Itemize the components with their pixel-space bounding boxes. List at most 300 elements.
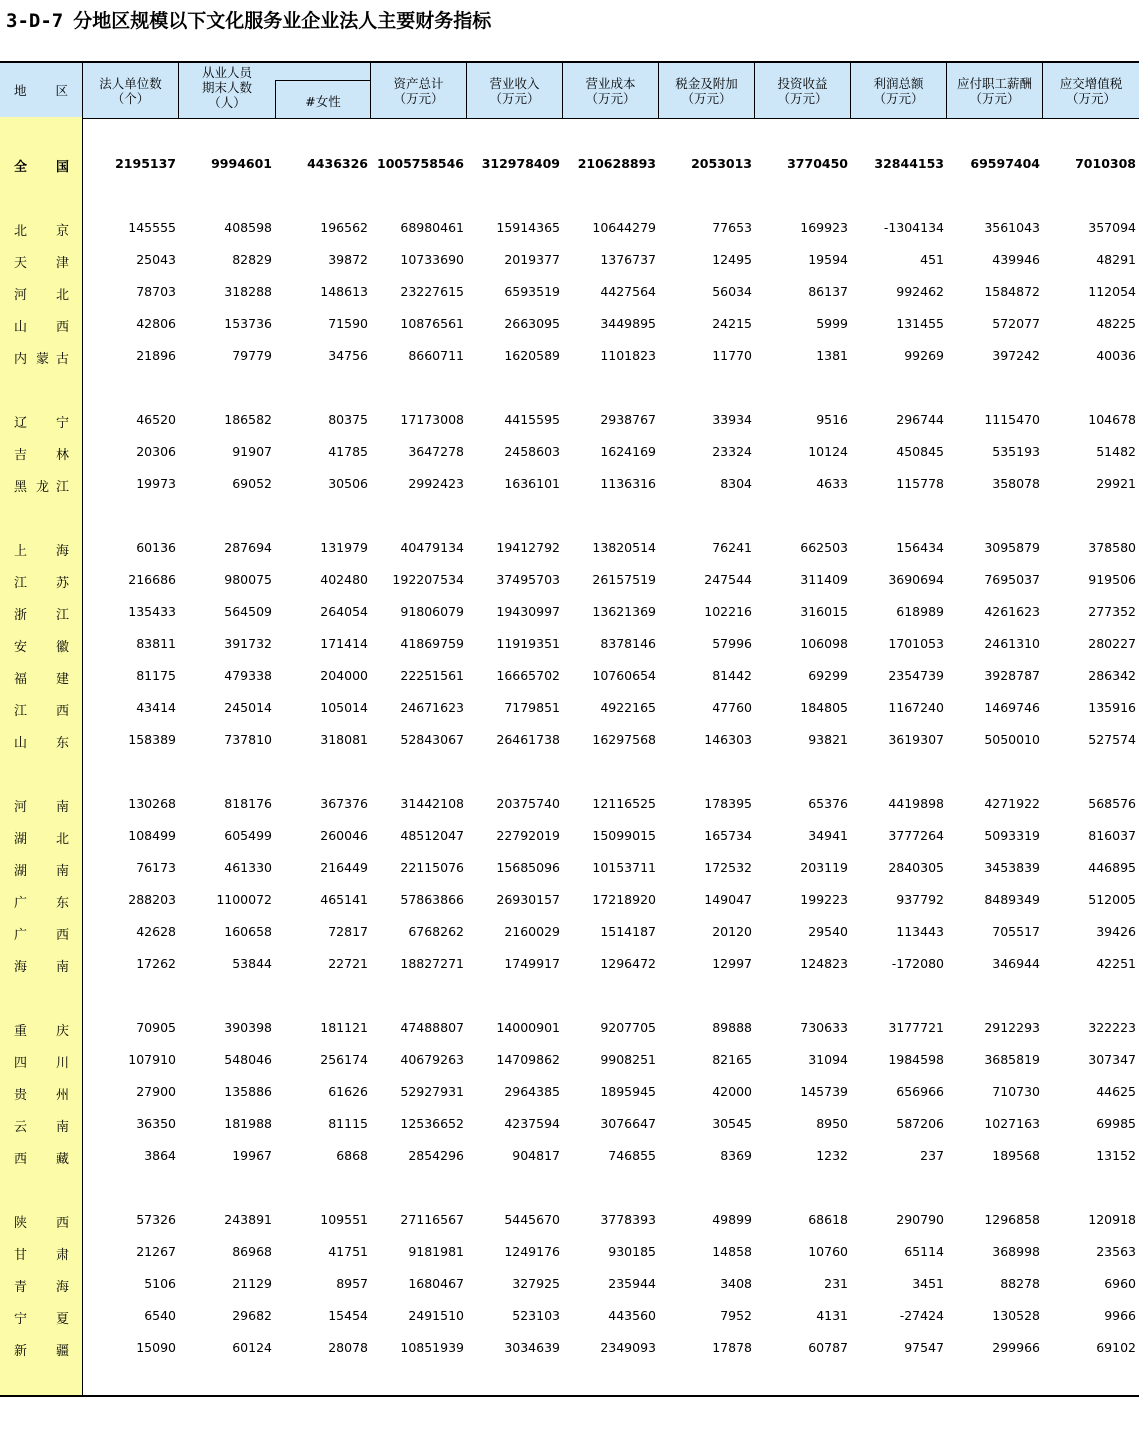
cell-value: 24215 (712, 316, 752, 331)
cell-value: 243891 (224, 1212, 272, 1227)
header-investment (755, 63, 851, 118)
cell-value: 4237594 (504, 1116, 560, 1131)
table-header (0, 61, 1139, 119)
region-char: 海 (14, 960, 28, 975)
header-vat (1043, 63, 1139, 118)
region-name (0, 1108, 82, 1140)
cell-value: 60787 (808, 1340, 848, 1355)
table-row (0, 1204, 1139, 1236)
cell-value: 20306 (136, 444, 176, 459)
cell-value: 311409 (800, 572, 848, 587)
cell-value: 6960 (1104, 1276, 1136, 1291)
cell-value: 367376 (320, 796, 368, 811)
region-name (0, 948, 82, 980)
cell-value: 327925 (512, 1276, 560, 1291)
region-char: 海 (56, 544, 70, 559)
cell-value: 3076647 (600, 1116, 656, 1131)
cell-value: 21267 (136, 1244, 176, 1259)
header-assets (371, 63, 467, 118)
region-char: 徽 (56, 640, 70, 655)
region-char: 古 (56, 352, 70, 367)
cell-value: 237 (920, 1148, 944, 1163)
table-row (0, 1300, 1139, 1332)
cell-value: 19430997 (496, 604, 560, 619)
region-char: 上 (14, 544, 28, 559)
cell-value: 28078 (328, 1340, 368, 1355)
header-taxes-2: （万元） (681, 90, 732, 106)
cell-value: 587206 (896, 1116, 944, 1131)
cell-value: 30506 (328, 476, 368, 491)
cell-value: 3561043 (984, 220, 1040, 235)
cell-value: 11919351 (496, 636, 560, 651)
cell-value: 10876561 (400, 316, 464, 331)
cell-value: 149047 (704, 892, 752, 907)
cell-value: 69299 (808, 668, 848, 683)
cell-value: -172080 (891, 956, 944, 971)
cell-value: 26930157 (496, 892, 560, 907)
cell-value: 3034639 (504, 1340, 560, 1355)
cell-value: 705517 (992, 924, 1040, 939)
region-char: 湖 (14, 864, 28, 879)
cell-value: 135886 (224, 1084, 272, 1099)
region-name (0, 628, 82, 660)
region-char: 甘 (14, 1248, 28, 1263)
cell-value: 135916 (1088, 700, 1136, 715)
region-name (0, 532, 82, 564)
region-char: 河 (14, 288, 28, 303)
cell-value: 14000901 (496, 1020, 560, 1035)
cell-value: 450845 (896, 444, 944, 459)
cell-value: 3095879 (984, 540, 1040, 555)
region-char: 广 (14, 896, 28, 911)
cell-value: 8950 (816, 1116, 848, 1131)
cell-value: 15685096 (496, 860, 560, 875)
cell-value: 4427564 (600, 284, 656, 299)
table-row (0, 1236, 1139, 1268)
cell-value: 82829 (232, 252, 272, 267)
cell-value: 21129 (232, 1276, 272, 1291)
region-name (0, 1044, 82, 1076)
region-char: 龙 (36, 480, 50, 495)
cell-value: 2458603 (504, 444, 560, 459)
header-profit-2: （万元） (873, 90, 924, 106)
cell-value: 178395 (704, 796, 752, 811)
cell-value: 662503 (800, 540, 848, 555)
cell-value: 181988 (224, 1116, 272, 1131)
header-revenue-2: （万元） (489, 90, 540, 106)
cell-value: 7952 (720, 1308, 752, 1323)
cell-value: 76241 (712, 540, 752, 555)
region-name (0, 1140, 82, 1172)
cell-value: 131455 (896, 316, 944, 331)
cell-value: 169923 (800, 220, 848, 235)
cell-value: 41751 (328, 1244, 368, 1259)
region-char: 云 (14, 1120, 28, 1135)
cell-value: 9966 (1104, 1308, 1136, 1323)
region-name (0, 660, 82, 692)
header-employees-3: （人） (208, 95, 246, 110)
region-char: 南 (56, 960, 70, 975)
cell-value: 81115 (328, 1116, 368, 1131)
table-row (0, 276, 1139, 308)
cell-value: 36350 (136, 1116, 176, 1131)
cell-value: 2491510 (408, 1308, 464, 1323)
region-char: 全 (14, 160, 28, 175)
region-char: 蒙 (36, 352, 50, 367)
region-char: 浙 (14, 608, 28, 623)
table-row (0, 1140, 1139, 1172)
cell-value: 86968 (232, 1244, 272, 1259)
region-name (0, 916, 82, 948)
cell-value: 730633 (800, 1020, 848, 1035)
table-number: 3-D-7 (6, 10, 64, 32)
cell-value: 69052 (232, 476, 272, 491)
cell-value: 165734 (704, 828, 752, 843)
cell-value: 48291 (1096, 252, 1136, 267)
national-row (0, 148, 1139, 180)
cell-value: 81175 (136, 668, 176, 683)
region-char: 西 (56, 320, 70, 335)
cell-value: 3928787 (984, 668, 1040, 683)
header-payroll-1: 应付职工薪酬 (956, 75, 1032, 91)
cell-value: 1749917 (504, 956, 560, 971)
cell-value: 12495 (712, 252, 752, 267)
header-assets-2: （万元） (393, 90, 444, 106)
cell-value: 130528 (992, 1308, 1040, 1323)
cell-value: 41869759 (400, 636, 464, 651)
cell-value: 78703 (136, 284, 176, 299)
cell-value: 23227615 (400, 284, 464, 299)
cell-value: 15090 (136, 1340, 176, 1355)
region-char: 广 (14, 928, 28, 943)
cell-value: 290790 (896, 1212, 944, 1227)
cell-value: 245014 (224, 700, 272, 715)
cell-value: 34756 (328, 348, 368, 363)
table-row (0, 948, 1139, 980)
cell-value: 8369 (720, 1148, 752, 1163)
cell-value: 196562 (320, 220, 368, 235)
region-name (0, 1012, 82, 1044)
cell-value: 13621369 (592, 604, 656, 619)
region-char: 肃 (56, 1248, 70, 1263)
region-char: 西 (14, 1152, 28, 1167)
table-row (0, 532, 1139, 564)
cell-value: 6593519 (504, 284, 560, 299)
cell-value: 19967 (232, 1148, 272, 1163)
region-name (0, 1300, 82, 1332)
cell-value: 4419898 (888, 796, 944, 811)
cell-value: 408598 (224, 220, 272, 235)
cell-value: 69597404 (970, 156, 1040, 171)
cell-value: 27900 (136, 1084, 176, 1099)
cell-value: 12116525 (592, 796, 656, 811)
cell-value: 10851939 (400, 1340, 464, 1355)
cell-value: 7179851 (504, 700, 560, 715)
cell-value: 818176 (224, 796, 272, 811)
cell-value: 2992423 (408, 476, 464, 491)
cell-value: 247544 (704, 572, 752, 587)
cell-value: 57326 (136, 1212, 176, 1227)
bottom-rule (0, 1395, 1139, 1397)
cell-value: 1249176 (504, 1244, 560, 1259)
table-row (0, 308, 1139, 340)
cell-value: 4922165 (600, 700, 656, 715)
cell-value: 4633 (816, 476, 848, 491)
table-row (0, 628, 1139, 660)
region-name (0, 692, 82, 724)
cell-value: 91806079 (400, 604, 464, 619)
cell-value: 131979 (320, 540, 368, 555)
cell-value: 31094 (808, 1052, 848, 1067)
cell-value: 710730 (992, 1084, 1040, 1099)
cell-value: 446895 (1088, 860, 1136, 875)
cell-value: 260046 (320, 828, 368, 843)
cell-value: 316015 (800, 604, 848, 619)
header-cost-1: 营业成本 (585, 75, 636, 91)
region-char: 西 (56, 1216, 70, 1231)
cell-value: 60136 (136, 540, 176, 555)
table-row (0, 1044, 1139, 1076)
cell-value: 71590 (328, 316, 368, 331)
region-name (0, 852, 82, 884)
region-char: 江 (56, 608, 70, 623)
cell-value: 47488807 (400, 1020, 464, 1035)
cell-value: 69102 (1096, 1340, 1136, 1355)
cell-value: 231 (824, 1276, 848, 1291)
header-cost-2: （万元） (585, 90, 636, 106)
table-row (0, 244, 1139, 276)
cell-value: 26157519 (592, 572, 656, 587)
cell-value: 24671623 (400, 700, 464, 715)
region-char: 北 (56, 288, 70, 303)
region-char: 南 (56, 800, 70, 815)
cell-value: 1101823 (600, 348, 656, 363)
cell-value: 10760 (808, 1244, 848, 1259)
cell-value: 27116567 (400, 1212, 464, 1227)
region-char: 天 (14, 256, 28, 271)
cell-value: 23324 (712, 444, 752, 459)
cell-value: 112054 (1088, 284, 1136, 299)
cell-value: 9908251 (600, 1052, 656, 1067)
table-row (0, 564, 1139, 596)
header-investment-1: 投资收益 (777, 75, 828, 91)
cell-value: 172532 (704, 860, 752, 875)
cell-value: 32844153 (874, 156, 944, 171)
cell-value: 461330 (224, 860, 272, 875)
cell-value: 160658 (224, 924, 272, 939)
cell-value: 1984598 (888, 1052, 944, 1067)
region-name (0, 244, 82, 276)
cell-value: 1027163 (984, 1116, 1040, 1131)
cell-value: 937792 (896, 892, 944, 907)
cell-value: 34941 (808, 828, 848, 843)
table-row (0, 820, 1139, 852)
cell-value: 3619307 (888, 732, 944, 747)
cell-value: 4415595 (504, 412, 560, 427)
region-name (0, 308, 82, 340)
cell-value: 548046 (224, 1052, 272, 1067)
header-investment-2: （万元） (777, 90, 828, 106)
region-char: 宁 (56, 416, 70, 431)
region-char: 州 (56, 1088, 70, 1103)
cell-value: 1514187 (600, 924, 656, 939)
cell-value: 47760 (712, 700, 752, 715)
cell-value: 153736 (224, 316, 272, 331)
cell-value: 256174 (320, 1052, 368, 1067)
cell-value: 29540 (808, 924, 848, 939)
header-region (0, 63, 83, 118)
cell-value: 8304 (720, 476, 752, 491)
cell-value: 1624169 (600, 444, 656, 459)
cell-value: 4261623 (984, 604, 1040, 619)
cell-value: 17218920 (592, 892, 656, 907)
table-row (0, 404, 1139, 436)
table-row (0, 724, 1139, 756)
cell-value: 42000 (712, 1084, 752, 1099)
cell-value: 42628 (136, 924, 176, 939)
cell-value: 13152 (1096, 1148, 1136, 1163)
cell-value: 358078 (992, 476, 1040, 491)
region-char: 贵 (14, 1088, 28, 1103)
cell-value: 4131 (816, 1308, 848, 1323)
table-row (0, 1076, 1139, 1108)
cell-value: 10760654 (592, 668, 656, 683)
cell-value: 397242 (992, 348, 1040, 363)
cell-value: 40036 (1096, 348, 1136, 363)
cell-value: 37495703 (496, 572, 560, 587)
cell-value: 318081 (320, 732, 368, 747)
cell-value: 204000 (320, 668, 368, 683)
cell-value: 14709862 (496, 1052, 560, 1067)
cell-value: 527574 (1088, 732, 1136, 747)
cell-value: 184805 (800, 700, 848, 715)
table-row (0, 788, 1139, 820)
header-units-2: （个） (111, 90, 150, 106)
region-name (0, 1076, 82, 1108)
region-char: 四 (14, 1056, 28, 1071)
region-char: 东 (56, 736, 70, 751)
header-profit-1: 利润总额 (873, 75, 924, 91)
cell-value: 280227 (1088, 636, 1136, 651)
region-name (0, 276, 82, 308)
cell-value: 6868 (336, 1148, 368, 1163)
cell-value: 6768262 (408, 924, 464, 939)
cell-value: 68618 (808, 1212, 848, 1227)
cell-value: 2354739 (888, 668, 944, 683)
table-row (0, 1012, 1139, 1044)
region-char: 山 (14, 736, 28, 751)
cell-value: 22721 (328, 956, 368, 971)
cell-value: 70905 (136, 1020, 176, 1035)
cell-value: 65376 (808, 796, 848, 811)
cell-value: 15099015 (592, 828, 656, 843)
header-employees-2: 期末人数 (201, 80, 252, 95)
cell-value: 48225 (1096, 316, 1136, 331)
cell-value: 171414 (320, 636, 368, 651)
cell-value: 4271922 (984, 796, 1040, 811)
cell-value: 5445670 (504, 1212, 560, 1227)
header-employees (179, 65, 275, 110)
cell-value: 29921 (1096, 476, 1136, 491)
cell-value: 20120 (712, 924, 752, 939)
region-char: 津 (56, 256, 70, 271)
cell-value: 3778393 (600, 1212, 656, 1227)
region-char: 国 (56, 160, 70, 175)
region-name (0, 1236, 82, 1268)
cell-value: 145555 (128, 220, 176, 235)
cell-value: 83811 (136, 636, 176, 651)
cell-value: 1296472 (600, 956, 656, 971)
region-char: 青 (14, 1280, 28, 1295)
region-char: 北 (14, 224, 28, 239)
cell-value: 189568 (992, 1148, 1040, 1163)
cell-value: 146303 (704, 732, 752, 747)
cell-value: 1636101 (504, 476, 560, 491)
cell-value: 199223 (800, 892, 848, 907)
cell-value: 3451 (912, 1276, 944, 1291)
cell-value: 10124 (808, 444, 848, 459)
header-vat-1: 应交增值税 (1059, 75, 1123, 91)
table-row (0, 1332, 1139, 1364)
table-row (0, 1108, 1139, 1140)
cell-value: 29682 (232, 1308, 272, 1323)
cell-value: 9516 (816, 412, 848, 427)
cell-value: 40479134 (400, 540, 464, 555)
cell-value: 81442 (712, 668, 752, 683)
cell-value: 904817 (512, 1148, 560, 1163)
header-units-1: 法人单位数 (99, 75, 162, 91)
cell-value: 618989 (896, 604, 944, 619)
cell-value: 287694 (224, 540, 272, 555)
cell-value: 2195137 (115, 156, 176, 171)
cell-value: 97547 (904, 1340, 944, 1355)
cell-value: 5106 (144, 1276, 176, 1291)
region-char: 川 (56, 1056, 70, 1071)
cell-value: 7010308 (1075, 156, 1136, 171)
cell-value: 296744 (896, 412, 944, 427)
region-char: 北 (56, 832, 70, 847)
cell-value: 124823 (800, 956, 848, 971)
region-name (0, 724, 82, 756)
cell-value: 52843067 (400, 732, 464, 747)
region-name (0, 212, 82, 244)
cell-value: 656966 (896, 1084, 944, 1099)
cell-value: 186582 (224, 412, 272, 427)
cell-value: -27424 (899, 1308, 944, 1323)
cell-value: 746855 (608, 1148, 656, 1163)
region-char: 京 (56, 224, 70, 239)
cell-value: 307347 (1088, 1052, 1136, 1067)
cell-value: 42251 (1096, 956, 1136, 971)
region-char: 西 (56, 928, 70, 943)
region-name (0, 1268, 82, 1300)
cell-value: -1304134 (883, 220, 944, 235)
cell-value: 1232 (816, 1148, 848, 1163)
cell-value: 2160029 (504, 924, 560, 939)
cell-value: 148613 (320, 284, 368, 299)
region-char: 陕 (14, 1216, 28, 1231)
cell-value: 61626 (328, 1084, 368, 1099)
cell-value: 49899 (712, 1212, 752, 1227)
cell-value: 86137 (808, 284, 848, 299)
cell-value: 203119 (800, 860, 848, 875)
cell-value: 402480 (320, 572, 368, 587)
cell-value: 48512047 (400, 828, 464, 843)
cell-value: 26461738 (496, 732, 560, 747)
cell-value: 43414 (136, 700, 176, 715)
cell-value: 9207705 (600, 1020, 656, 1035)
region-char: 西 (56, 704, 70, 719)
